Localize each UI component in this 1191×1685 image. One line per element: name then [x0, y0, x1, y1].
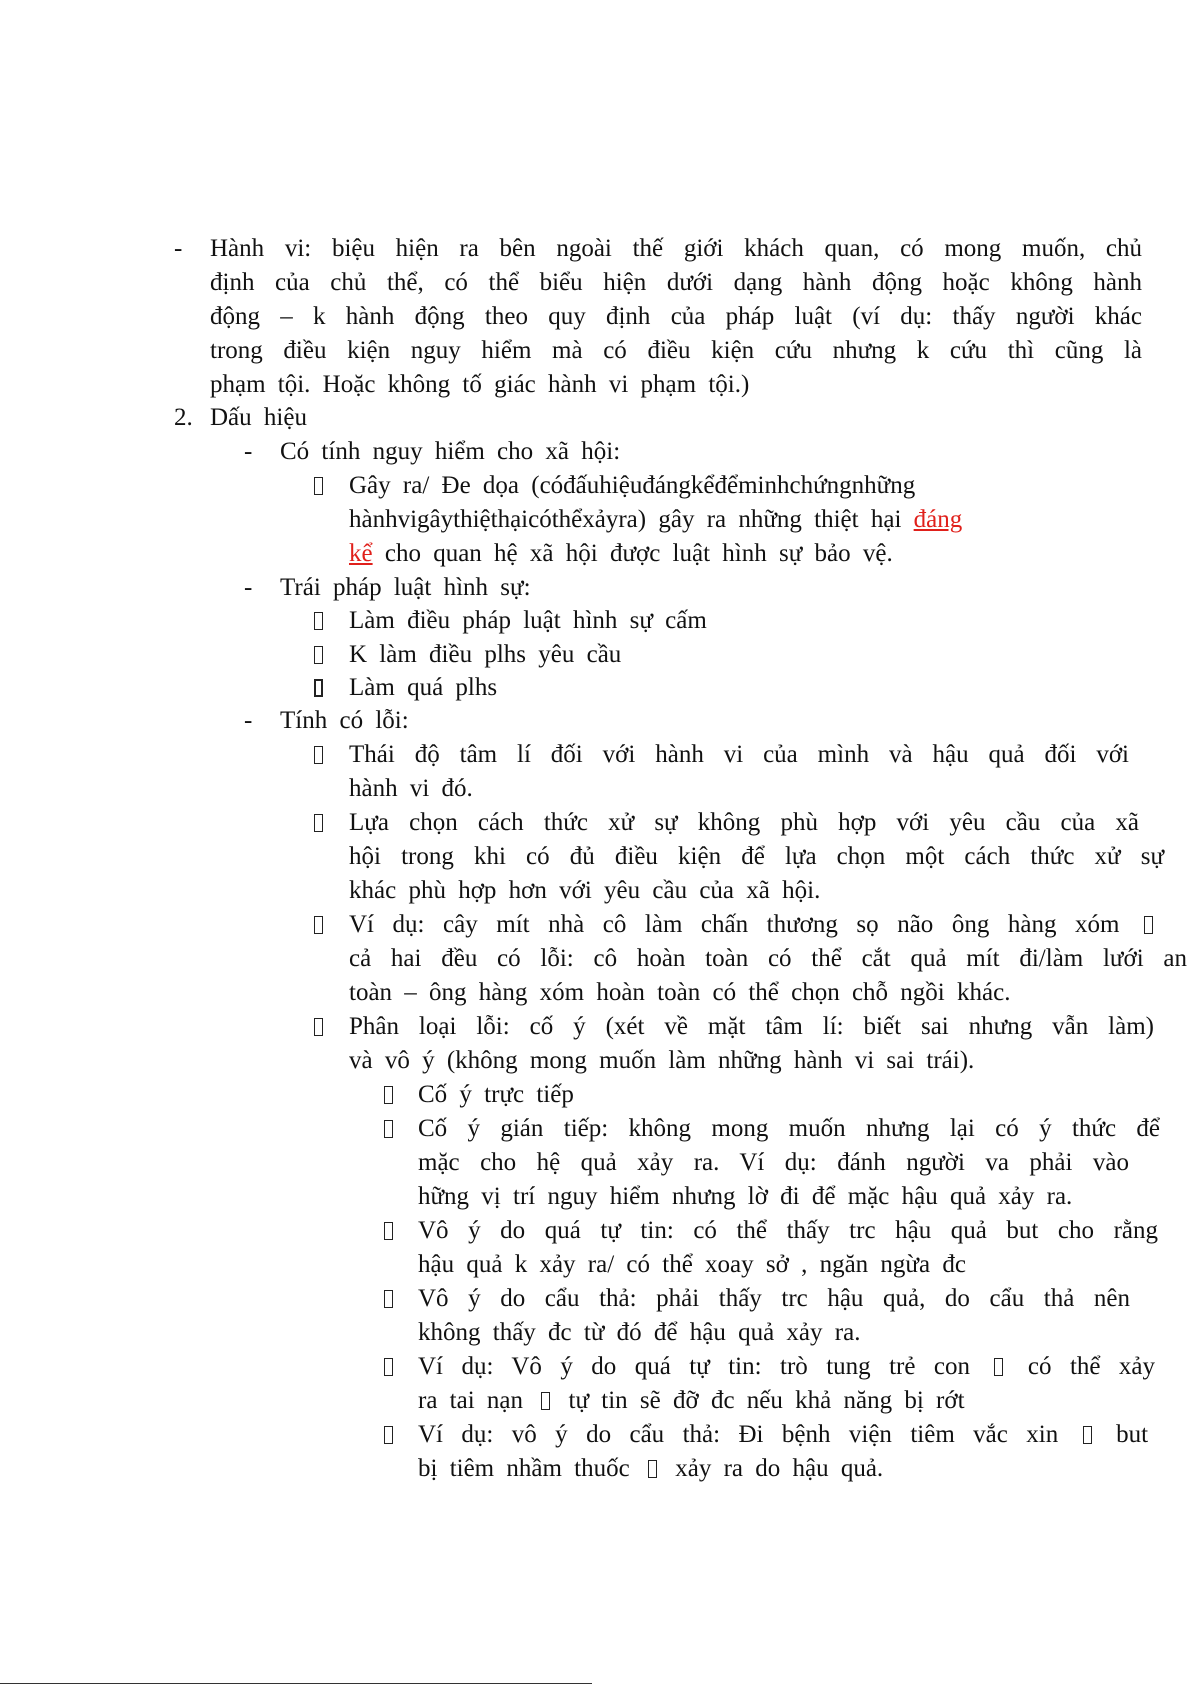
footer-rule: [0, 1683, 592, 1684]
checkbox-icon: [384, 1418, 393, 1451]
example-negligence-line-2: bị tiêm nhầm thuốc xảy ra do hậu quả.: [418, 1455, 884, 1482]
arrow-box-icon: [648, 1460, 657, 1478]
fault-heading: Tính có lỗi:: [280, 707, 409, 734]
fault-item-4-line-1: Phân loại lỗi: cố ý (xét về mặt tâm lí: biết sai nhưng vẫn làm): [349, 1013, 1154, 1040]
highlight-text: kể: [349, 540, 373, 567]
fault-item-2-line-1: Lựa chọn cách thức xử sự không phù hợp với yêu cầu của xã: [349, 809, 1139, 836]
checkbox-icon: [384, 1282, 393, 1315]
danger-item-line-3: kể cho quan hệ xã hội được luật hình sự bảo vệ.: [349, 540, 893, 567]
fault-item-1-line-1: Thái độ tâm lí đối với hành vi của mình và hậu quả đối với: [349, 741, 1129, 768]
checkbox-icon: [314, 1010, 323, 1043]
fault-type-3-line-2: hậu quả k xảy ra/ có thể xoay sở , ngăn ngừa đc: [418, 1251, 966, 1278]
checkbox-icon: [384, 1350, 393, 1383]
illegal-item-2: K làm điều plhs yêu cầu: [349, 641, 622, 668]
arrow-box-icon: [1083, 1426, 1092, 1444]
arrow-box-icon: [541, 1392, 550, 1410]
fault-type-4-line-2: không thấy đc từ đó để hậu quả xảy ra.: [418, 1319, 861, 1346]
checkbox-icon: [384, 1078, 393, 1111]
checkbox-icon: [314, 469, 323, 502]
dash-bullet: -: [174, 235, 183, 262]
behavior-line-4: trong điều kiện nguy hiểm mà có điều kiện cứu nhưng k cứu thì cũng là: [210, 337, 1142, 364]
fault-type-1: Cố ý trực tiếp: [418, 1081, 574, 1108]
arrow-box-icon: [1144, 916, 1153, 934]
behavior-line-3: động – k hành động theo quy định của pháp luật (ví dụ: thấy người khác: [210, 303, 1142, 330]
illegal-item-1: Làm điều pháp luật hình sự cấm: [349, 607, 707, 634]
example-overconfidence-line-2: ra tai nạn tự tin sẽ đỡ đc nếu khả năng bị rớt: [418, 1387, 965, 1414]
fault-type-2-line-1: Cố ý gián tiếp: không mong muốn nhưng lại có ý thức để: [418, 1115, 1160, 1142]
checkbox-icon: [384, 1214, 393, 1247]
fault-type-2-line-3: hững vị trí nguy hiểm nhưng lờ đi để mặc hậu quả xảy ra.: [418, 1183, 1073, 1210]
checkbox-icon: [314, 638, 323, 671]
section-title: Dấu hiệu: [210, 404, 307, 431]
checkbox-icon: [314, 738, 323, 771]
illegal-heading: Trái pháp luật hình sự:: [280, 574, 531, 601]
highlight-text: đáng: [913, 506, 963, 533]
fault-item-1-line-2: hành vi đó.: [349, 775, 473, 802]
arrow-box-icon: [994, 1358, 1003, 1376]
checkbox-icon: [314, 604, 323, 637]
checkbox-icon: [314, 806, 323, 839]
behavior-line-1: Hành vi: biệu hiện ra bên ngoài thế giới khách quan, có mong muốn, chủ: [210, 235, 1142, 262]
fault-type-3-line-1: Vô ý do quá tự tin: có thể thấy trc hậu quả but cho rằng: [418, 1217, 1158, 1244]
fault-item-2-line-2: hội trong khi có đủ điều kiện để lựa chọn một cách thức xử sự: [349, 843, 1164, 870]
fault-item-3-line-1: Ví dụ: cây mít nhà cô làm chấn thương sọ não ông hàng xóm: [349, 908, 1159, 941]
fault-item-4-line-2: và vô ý (không mong muốn làm những hành vi sai trái).: [349, 1047, 975, 1074]
checkbox-icon: [384, 1112, 393, 1145]
checkbox-icon: [314, 908, 323, 941]
dash-bullet: -: [244, 438, 253, 465]
checkbox-icon: [314, 671, 323, 704]
behavior-line-5: phạm tội. Hoặc không tố giác hành vi phạm tội.): [210, 371, 750, 398]
fault-item-2-line-3: khác phù hợp hơn với yêu cầu của xã hội.: [349, 877, 821, 904]
illegal-item-3: Làm quá plhs: [349, 674, 498, 701]
fault-item-3-line-3: toàn – ông hàng xóm hoàn toàn có thể chọn chỗ ngồi khác.: [349, 979, 1011, 1006]
fault-type-2-line-2: mặc cho hệ quả xảy ra. Ví dụ: đánh người va phải vào: [418, 1149, 1129, 1176]
dash-bullet: -: [244, 574, 253, 601]
behavior-line-2: định của chủ thể, có thể biểu hiện dưới dạng hành động hoặc không hành: [210, 269, 1142, 296]
section-number: 2.: [174, 404, 193, 431]
example-overconfidence-line-1: Ví dụ: Vô ý do quá tự tin: trò tung trẻ con có thể xảy: [418, 1353, 1156, 1380]
fault-item-3-line-2: cả hai đều có lỗi: cô hoàn toàn có thể cắt quả mít đi/làm lưới an: [349, 945, 1187, 972]
danger-item-line-1: Gây ra/ Đe dọa (cóđấuhiệuđángkểđểminhchứngnhững: [349, 472, 916, 499]
fault-type-4-line-1: Vô ý do cẩu thả: phải thấy trc hậu quả, do cẩu thả nên: [418, 1285, 1130, 1312]
danger-heading: Có tính nguy hiểm cho xã hội:: [280, 438, 621, 465]
danger-item-line-2: hànhvigâythiệthạicóthểxảyra) gây ra những thiệt hại đáng: [349, 506, 963, 533]
example-negligence-line-1: Ví dụ: vô ý do cẩu thả: Đi bệnh viện tiêm vắc xin but: [418, 1421, 1149, 1448]
dash-bullet: -: [244, 707, 253, 734]
